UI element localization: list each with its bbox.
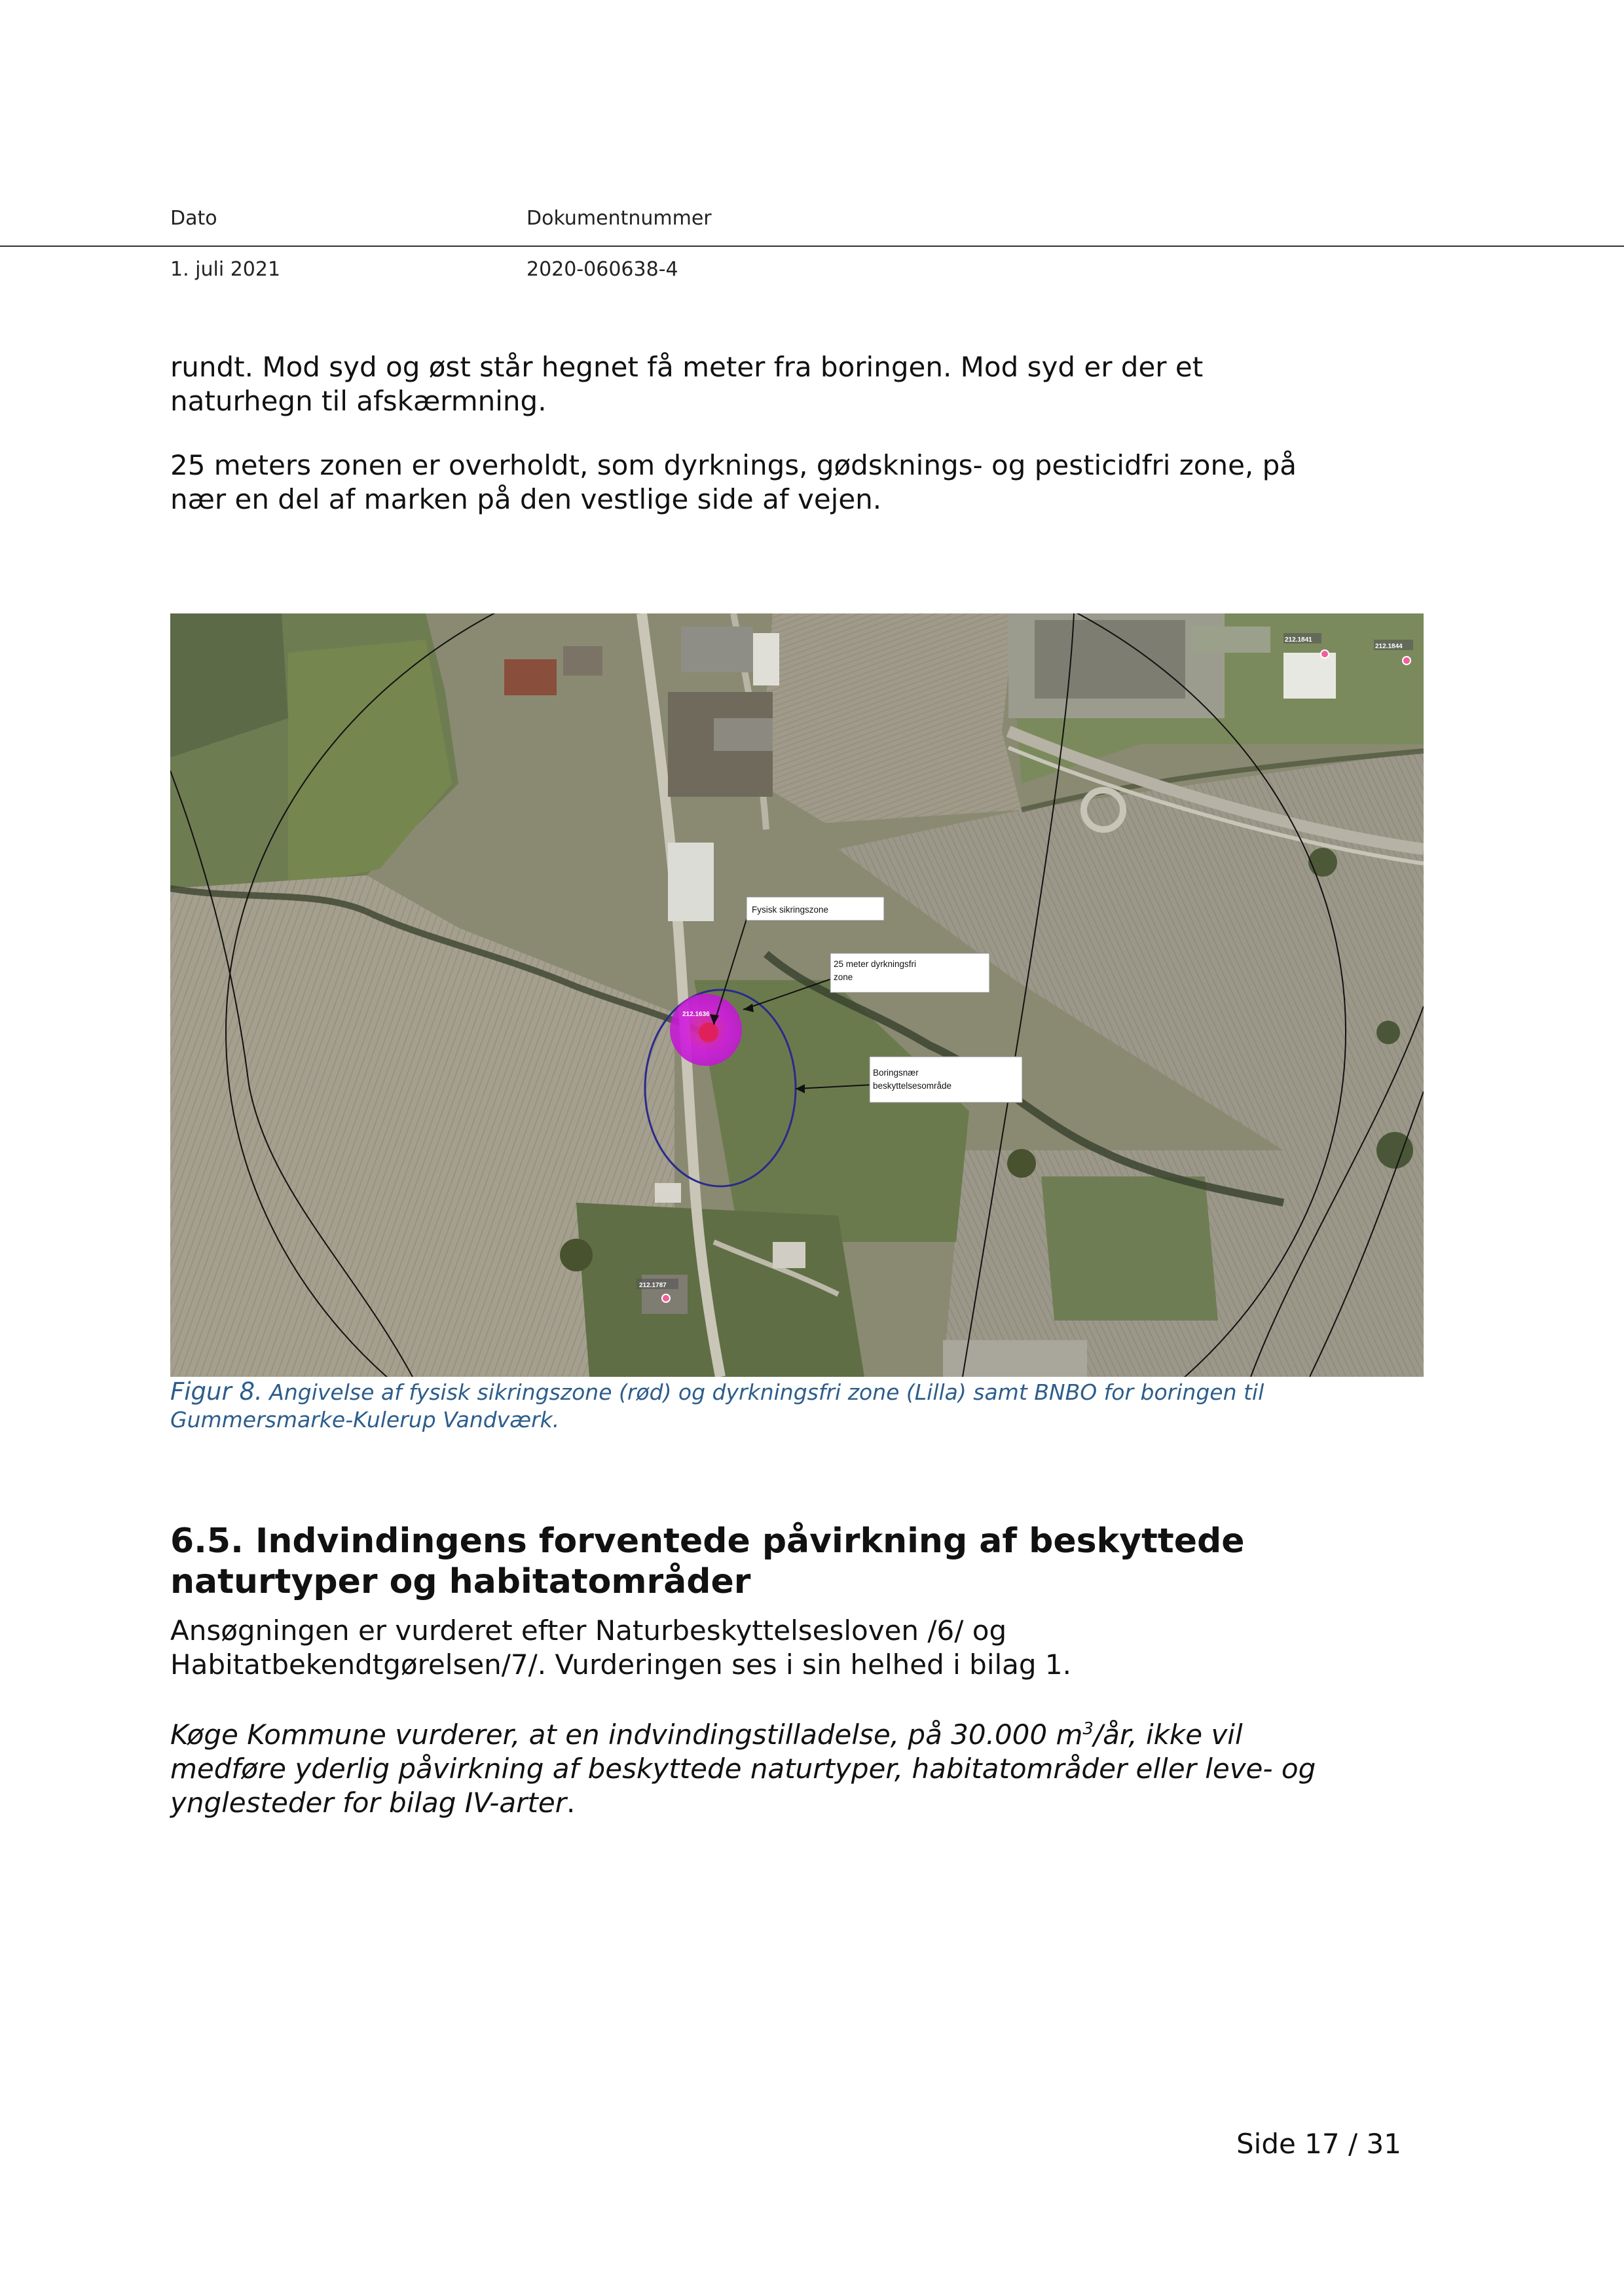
fysisk-sikringszone [699,1023,718,1042]
tree-clump-2 [1376,1021,1400,1044]
section-paragraph-1 [170,1614,1414,1682]
tree-clump-4 [560,1239,593,1271]
label-fysisk: Fysisk sikringszone [752,905,829,915]
well-id-south: 212.1787 [639,1282,667,1289]
caption-line-1 [170,1378,1447,1406]
yard-ne [1192,627,1270,653]
farm-building-3 [681,627,753,672]
caption-text-1: Angivelse af fysisk sikringszone (rød) og dyrkningsfri zone (Lilla) samt BNBO for boringen til [269,1379,1264,1405]
house-2 [773,1242,805,1268]
label-bnbo-line-2: beskyttelsesområde [873,1081,952,1091]
section-paragraph-1-line-2: Habitatbekendtgørelsen/7/. Vurderingen ses i sin helhed i bilag 1. [170,1649,1071,1681]
label-box-bnbo [870,1057,1022,1102]
docnum-label: Dokumentnummer [526,207,712,230]
label-dyrkningsfri-line-2: zone [834,972,853,982]
aerial-map [170,613,1424,1377]
well-id-main: 212.1636 [682,1011,710,1018]
date-value: 1. juli 2021 [170,258,281,281]
section-heading-line-1: 6.5. Indvindingens forventede påvirkning af beskyttede [170,1522,1245,1561]
section-paragraph-2-line-1-text: Køge Kommune vurderer, at en indvindingstilladelse, på 30.000 m [170,1719,1083,1751]
docnum-value: 2020-060638-4 [526,258,678,281]
header-divider [0,246,1624,247]
tree-clump-5 [1308,848,1337,877]
caption-figure-number: Figur 8. [170,1377,263,1406]
farm-building-1 [504,659,557,695]
section-paragraph-2-line-2: medføre yderlig påvirkning af beskyttede naturtyper, habitatområder eller leve- og [170,1753,1316,1785]
section-paragraph-2-line-1-text-b: /år, ikke vil [1093,1719,1243,1751]
well-point-ne1 [1321,650,1329,658]
paragraph-2 [170,448,1414,517]
well-id-ne2: 212.1844 [1375,643,1403,650]
section-paragraph-2-period: . [566,1787,576,1819]
page-number: Side 17 / 31 [1236,2128,1401,2160]
date-label: Dato [170,207,217,230]
section-paragraph-2-line-3 [170,1786,1414,1820]
aerial-map-figure [170,613,1424,1377]
barn [668,843,714,921]
paragraph-1-line-1: rundt. Mod syd og øst står hegnet få meter fra boringen. Mod syd er der et [170,351,1204,383]
label-bnbo-line-1: Boringsnær [873,1068,919,1078]
paragraph-1-line-2: naturhegn til afskærmning. [170,385,547,417]
well-id-ne1: 212.1841 [1285,636,1312,644]
section-heading [170,1521,1447,1602]
house-1 [655,1183,681,1203]
section-paragraph-2-line-3-text: ynglesteder for bilag IV-arter [170,1787,567,1819]
paragraph-2-line-1: 25 meters zonen er overholdt, som dyrknings, gødsknings- og pesticidfri zone, på [170,449,1297,481]
building-ne [1283,653,1336,699]
section-paragraph-1-line-1: Ansøgningen er vurderet efter Naturbeskyttelsesloven /6/ og [170,1614,1007,1647]
paragraph-1 [170,350,1414,418]
section-paragraph-2-line-1 [170,1712,1414,1752]
figure-caption [170,1378,1447,1434]
paragraph-2-line-2: nær en del af marken på den vestlige side af vejen. [170,483,882,515]
label-dyrkningsfri-line-1: 25 meter dyrkningsfri [834,959,917,969]
well-point-ne2 [1403,657,1411,665]
section-paragraph-2 [170,1712,1414,1820]
farm-building-4 [753,633,779,685]
section-heading-line-2: naturtyper og habitatområder [170,1562,751,1601]
farm-building-2 [563,646,602,676]
field-n-plowed [760,613,1022,823]
farm-building-5 [714,718,773,751]
superscript-3: 3 [1082,1719,1094,1739]
well-point-south [662,1294,670,1302]
caption-line-2: Gummersmarke-Kulerup Vandværk. [170,1407,560,1432]
field-se-green [1041,1176,1218,1321]
tree-clump-3 [1007,1149,1036,1178]
industrial-south [943,1340,1087,1377]
